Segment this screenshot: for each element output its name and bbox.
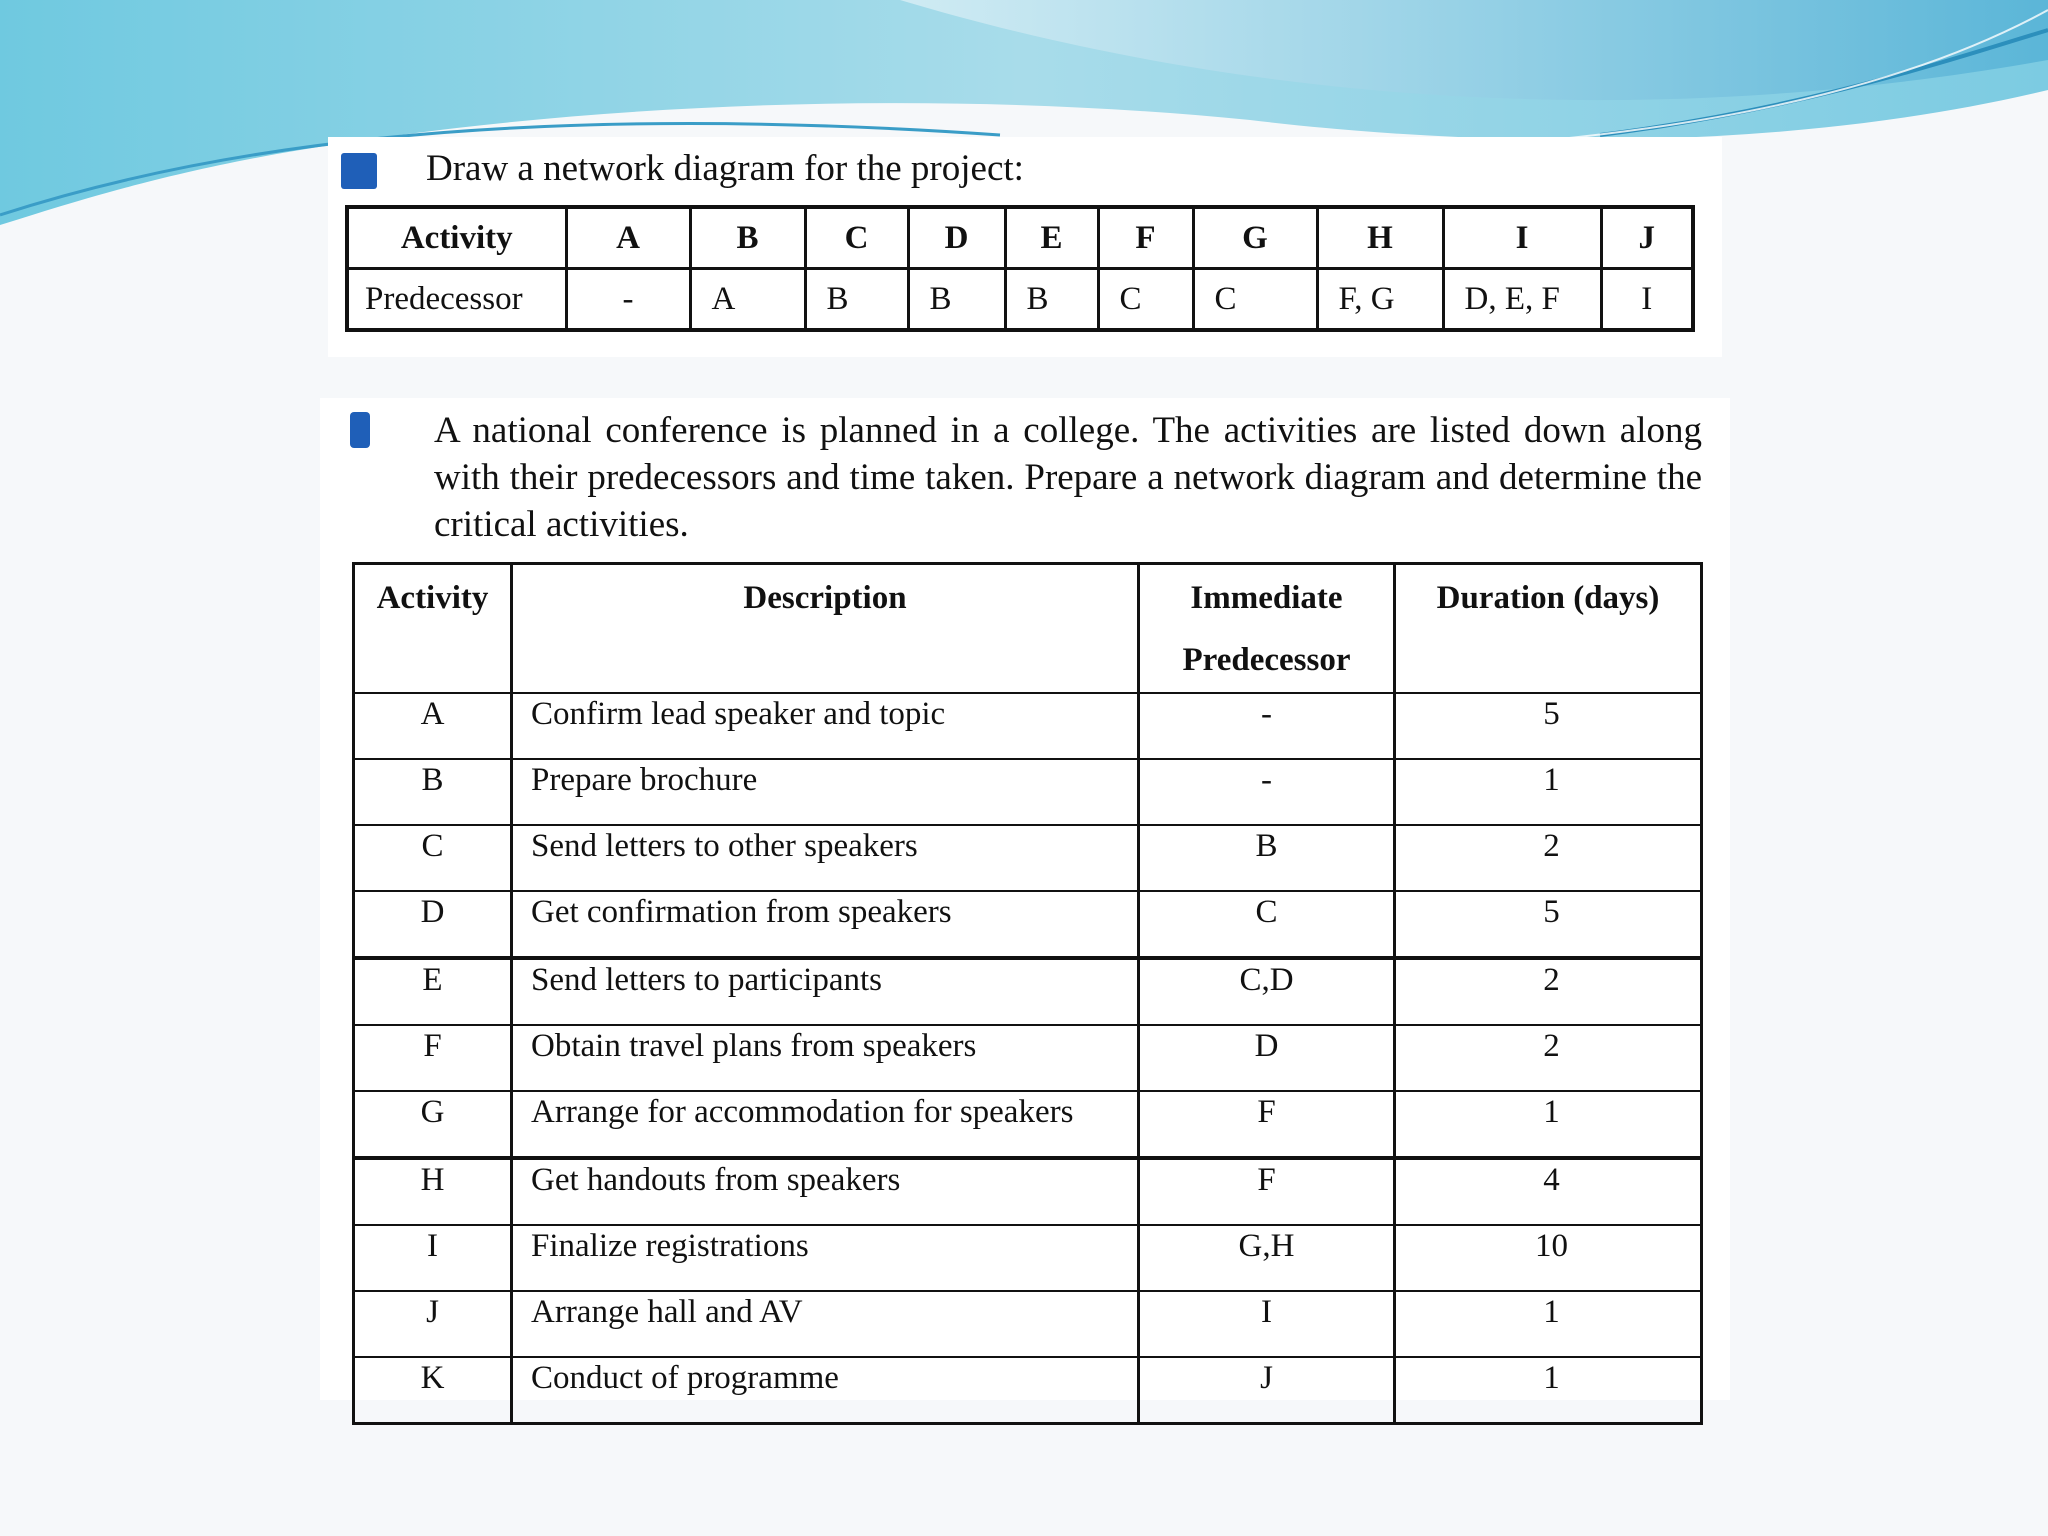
header-predecessor-line1: Immediate [1190,580,1343,616]
description-cell: Send letters to other speakers [512,825,1139,891]
activity-cell: J [354,1291,512,1357]
activity-cell: H [354,1158,512,1225]
bullet-square-icon [350,412,370,448]
table-row [354,1291,1702,1357]
question-1-prompt: Draw a network diagram for the project: [426,148,1024,189]
table-row [354,891,1702,958]
predecessor-table [345,205,1695,332]
duration-cell: 10 [1395,1225,1702,1291]
activity-cell: E [354,958,512,1025]
description-cell: Send letters to participants [512,958,1139,1025]
activity-cell: F [1098,207,1193,269]
activity-cell: E [1005,207,1098,269]
predecessor-cell: B [1005,269,1098,331]
predecessor-cell: B [805,269,908,331]
description-cell: Get handouts from speakers [512,1158,1139,1225]
activity-cell: G [1193,207,1317,269]
duration-cell: 2 [1395,1025,1702,1091]
duration-cell: 2 [1395,958,1702,1025]
description-cell: Confirm lead speaker and topic [512,693,1139,759]
header-predecessor [1139,564,1395,694]
activity-cell: C [354,825,512,891]
activity-cell: K [354,1357,512,1424]
duration-cell: 1 [1395,1357,1702,1424]
activity-cell: C [805,207,908,269]
activity-row-label: Activity [347,207,566,269]
description-cell: Arrange hall and AV [512,1291,1139,1357]
activity-cell: D [908,207,1005,269]
predecessor-cell: C [1193,269,1317,331]
predecessor-cell: I [1139,1291,1395,1357]
table-row [354,958,1702,1025]
activity-cell: F [354,1025,512,1091]
activity-cell: H [1317,207,1443,269]
table-row [354,1025,1702,1091]
duration-cell: 1 [1395,759,1702,825]
activity-cell: I [354,1225,512,1291]
predecessor-cell: B [1139,825,1395,891]
predecessor-cell: C,D [1139,958,1395,1025]
table-row [354,1357,1702,1424]
table-header-row [354,564,1702,694]
predecessor-cell: C [1139,891,1395,958]
duration-cell: 5 [1395,693,1702,759]
predecessor-cell: I [1601,269,1693,331]
activity-cell: A [566,207,690,269]
duration-cell: 4 [1395,1158,1702,1225]
predecessor-cell: B [908,269,1005,331]
header-duration: Duration (days) [1395,564,1702,694]
activity-cell: I [1443,207,1601,269]
header-description: Description [512,564,1139,694]
header-activity: Activity [354,564,512,694]
table-row [354,1158,1702,1225]
header-predecessor-line2: Predecessor [1182,642,1351,678]
description-cell: Get confirmation from speakers [512,891,1139,958]
activity-cell: D [354,891,512,958]
description-cell: Finalize registrations [512,1225,1139,1291]
duration-cell: 1 [1395,1091,1702,1158]
predecessor-cell: - [1139,693,1395,759]
predecessor-cell: F [1139,1091,1395,1158]
predecessor-cell: D [1139,1025,1395,1091]
activity-cell: G [354,1091,512,1158]
table-row [354,759,1702,825]
description-cell: Conduct of programme [512,1357,1139,1424]
predecessor-cell: J [1139,1357,1395,1424]
activity-cell: B [354,759,512,825]
description-cell: Arrange for accommodation for speakers [512,1091,1139,1158]
duration-cell: 1 [1395,1291,1702,1357]
duration-cell: 2 [1395,825,1702,891]
predecessor-cell: F [1139,1158,1395,1225]
predecessor-row-label: Predecessor [347,269,566,331]
bullet-square-icon [341,153,377,189]
predecessor-cell: - [566,269,690,331]
table-row [354,693,1702,759]
activity-cell: J [1601,207,1693,269]
table-row [354,1225,1702,1291]
activity-row [347,207,1693,269]
conference-activities-table [352,562,1703,1425]
description-cell: Obtain travel plans from speakers [512,1025,1139,1091]
predecessor-cell: C [1098,269,1193,331]
activity-cell: A [354,693,512,759]
predecessor-cell: A [690,269,805,331]
predecessor-cell: D, E, F [1443,269,1601,331]
predecessor-row [347,269,1693,331]
description-cell: Prepare brochure [512,759,1139,825]
predecessor-cell: G,H [1139,1225,1395,1291]
table-row [354,1091,1702,1158]
predecessor-cell: F, G [1317,269,1443,331]
predecessor-cell: - [1139,759,1395,825]
table-row [354,825,1702,891]
duration-cell: 5 [1395,891,1702,958]
activity-cell: B [690,207,805,269]
question-2-prompt: A national conference is planned in a college. The activities are listed down along with their predecessors and time taken. Prepare a network diagram and determine the critical activities. [434,410,1702,545]
